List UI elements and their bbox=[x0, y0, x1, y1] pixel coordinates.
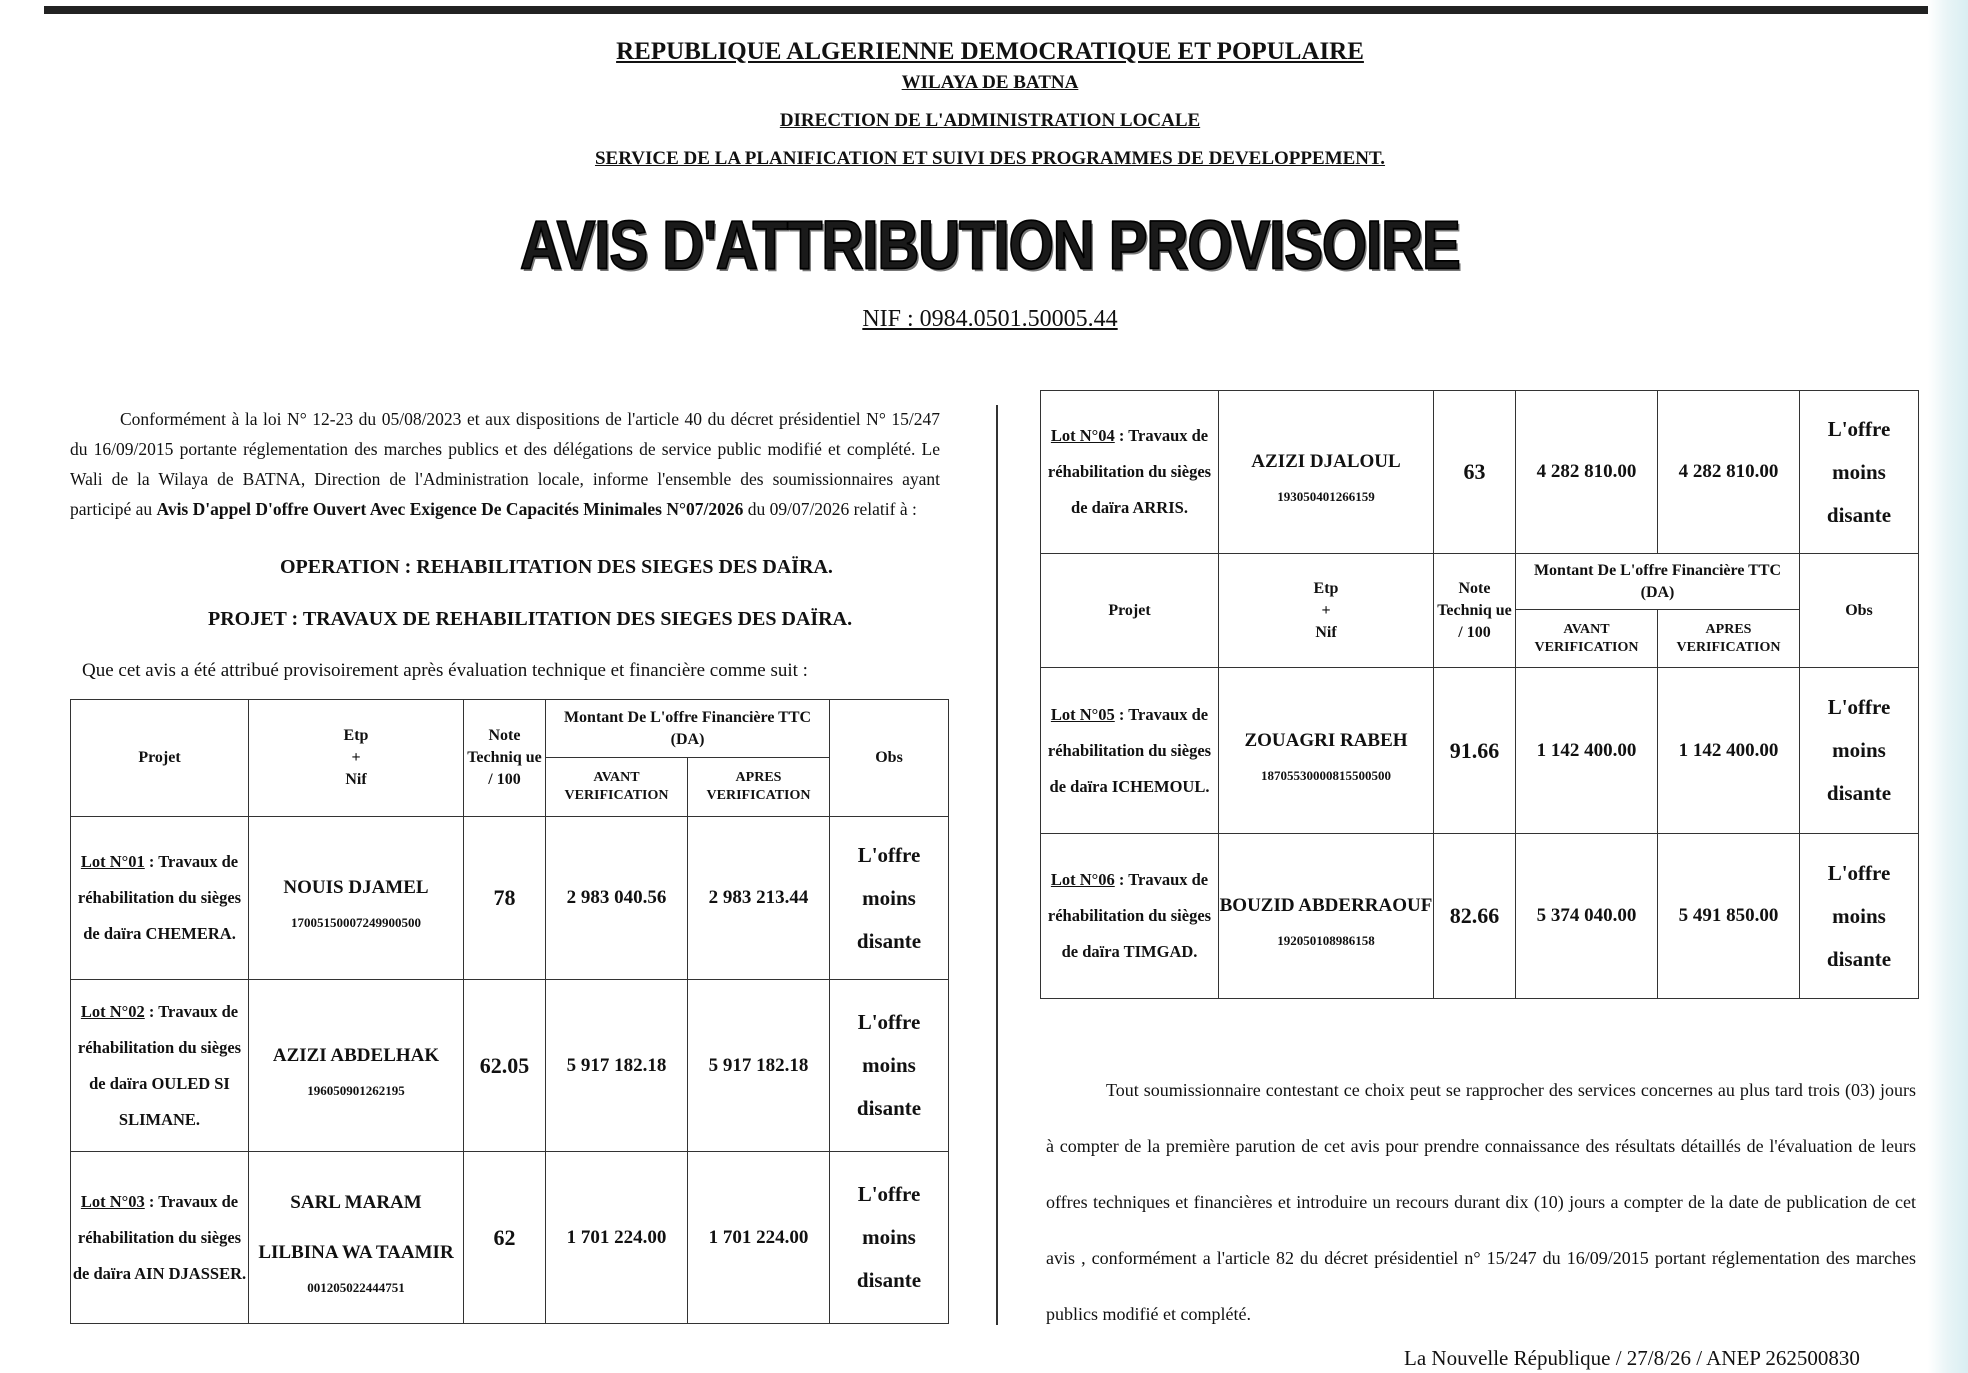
intro-text: Conformément à la loi N° 12-23 du 05/08/2023 et aux dispositions de l'article 40 du décret présidentiel N° 15/247 du 16/09/2015 portante réglementation des marches publics et des délégations de service public modifié et complété. Le Wali de la Wilaya de BATNA, Direction de l'Administration locale, informe l'ensemble des soumissionnaires ayant participé au bbox=[70, 409, 940, 519]
lot-description: : Travaux de réhabilitation du sièges de daïra AIN DJASSER. bbox=[72, 1191, 247, 1283]
entreprise-nif: 18705530000815500500 bbox=[1261, 767, 1391, 783]
operation-line: OPERATION : REHABILITATION DES SIEGES DES DAÏRA. bbox=[280, 556, 833, 578]
header-direction: DIRECTION DE L'ADMINISTRATION LOCALE bbox=[779, 110, 1201, 131]
cell-entreprise bbox=[1219, 834, 1434, 999]
lot-number: Lot N°02 bbox=[80, 1001, 145, 1021]
cell-entreprise bbox=[249, 980, 464, 1152]
cell-projet bbox=[1041, 391, 1219, 554]
lot-number: Lot N°03 bbox=[80, 1191, 145, 1211]
cell-avant: 1 142 400.00 bbox=[1516, 668, 1658, 834]
column-divider bbox=[996, 405, 998, 1325]
th-nif: Nif bbox=[345, 771, 367, 788]
header-wilaya: WILAYA DE BATNA bbox=[901, 72, 1079, 93]
cell-obs: L'offre moins disante bbox=[1800, 391, 1919, 554]
table-row bbox=[1041, 834, 1919, 999]
cell-obs: L'offre moins disante bbox=[830, 1152, 949, 1324]
cell-projet bbox=[71, 1152, 249, 1324]
results-table-left bbox=[70, 699, 949, 1324]
entreprise-nif: 001205022444751 bbox=[307, 1279, 405, 1295]
cell-entreprise bbox=[1219, 391, 1434, 554]
th-avant: AVANT VERIFICATION bbox=[546, 758, 688, 817]
projet-line: PROJET : TRAVAUX DE REHABILITATION DES SIEGES DES DAÏRA. bbox=[208, 608, 853, 630]
entreprise-nif: 17005150007249900500 bbox=[291, 915, 421, 930]
lot-description: : Travaux de réhabilitation du sièges de daïra ARRIS. bbox=[1047, 426, 1212, 517]
th-etp-nif bbox=[1219, 554, 1434, 668]
lead-sentence: Que cet avis a été attribué provisoirement après évaluation technique et financière comme suit : bbox=[82, 660, 808, 681]
th-note: Note Techniq ue / 100 bbox=[464, 700, 546, 817]
th-montant: Montant De L'offre Financière TTC (DA) bbox=[1516, 554, 1800, 610]
entreprise-nif: 192050108986158 bbox=[1277, 933, 1375, 948]
cell-avant: 2 983 040.56 bbox=[546, 817, 688, 980]
cell-obs: L'offre moins disante bbox=[830, 817, 949, 980]
header-service: SERVICE DE LA PLANIFICATION ET SUIVI DES PROGRAMMES DE DEVELOPPEMENT. bbox=[594, 148, 1386, 169]
closing-text: Tout soumissionnaire contestant ce choix peut se rapprocher des services concernes au plus tard trois (03) jours à compter de la première parution de cet avis pour prendre connaissance des résultats détaillés de l'évaluation de leurs offres techniques et financières et introduire un recours durant dix (10) jours a compter de la date de publication de cet avis , conformément a l'article 82 du décret présidentiel n° 15/247 du 16/09/2015 portant réglementation des marches publics modifié et complété. bbox=[1046, 1080, 1916, 1324]
cell-note: 91.66 bbox=[1434, 668, 1516, 834]
th-plus: + bbox=[1321, 601, 1331, 619]
publication-footer: La Nouvelle République / 27/8/26 / ANEP 262500830 bbox=[1404, 1346, 1860, 1370]
cell-entreprise bbox=[1219, 668, 1434, 834]
entreprise-name: BOUZID ABDERRAOUF bbox=[1219, 895, 1433, 916]
intro-bold: Avis D'appel D'offre Ouvert Avec Exigence De Capacités Minimales N°07/2026 bbox=[156, 499, 744, 519]
lot-number: Lot N°05 bbox=[1050, 704, 1115, 724]
table-row bbox=[71, 817, 949, 980]
cell-apres: 5 917 182.18 bbox=[688, 980, 830, 1152]
cell-obs: L'offre moins disante bbox=[1800, 668, 1919, 834]
table-row bbox=[1041, 668, 1919, 834]
cell-note: 78 bbox=[464, 817, 546, 980]
header-republic: REPUBLIQUE ALGERIENNE DEMOCRATIQUE ET POPULAIRE bbox=[616, 38, 1364, 65]
lot-description: : Travaux de réhabilitation du sièges de daïra ICHEMOUL. bbox=[1047, 704, 1212, 796]
lot-description: : Travaux de réhabilitation du sièges de daïra CHEMERA. bbox=[77, 852, 242, 943]
table-row bbox=[71, 1152, 949, 1324]
cell-note: 63 bbox=[1434, 391, 1516, 554]
cell-projet bbox=[71, 980, 249, 1152]
cell-apres: 5 491 850.00 bbox=[1658, 834, 1800, 999]
nif-line: NIF : 0984.0501.50005.44 bbox=[862, 306, 1118, 332]
lot-description: : Travaux de réhabilitation du sièges de daïra TIMGAD. bbox=[1047, 870, 1212, 961]
th-projet: Projet bbox=[71, 700, 249, 817]
intro-tail: du 09/07/2026 relatif à : bbox=[743, 499, 917, 519]
entreprise-name: AZIZI ABDELHAK bbox=[272, 1044, 440, 1066]
lot-description: : Travaux de réhabilitation du sièges de daïra OULED SI SLIMANE. bbox=[77, 1001, 242, 1129]
entreprise-name: ZOUAGRI RABEH bbox=[1244, 729, 1408, 751]
cell-note: 82.66 bbox=[1434, 834, 1516, 999]
th-nif: Nif bbox=[1315, 623, 1337, 641]
entreprise-name: AZIZI DJALOUL bbox=[1251, 451, 1401, 472]
cell-apres: 2 983 213.44 bbox=[688, 817, 830, 980]
table-row bbox=[1041, 391, 1919, 554]
cell-avant: 5 917 182.18 bbox=[546, 980, 688, 1152]
th-apres: APRES VERIFICATION bbox=[1658, 610, 1800, 668]
entreprise-nif: 196050901262195 bbox=[307, 1082, 405, 1098]
cell-entreprise bbox=[249, 817, 464, 980]
cell-obs: L'offre moins disante bbox=[1800, 834, 1919, 999]
cell-apres: 1 142 400.00 bbox=[1658, 668, 1800, 834]
cell-avant: 1 701 224.00 bbox=[546, 1152, 688, 1324]
th-projet: Projet bbox=[1041, 554, 1219, 668]
th-avant: AVANT VERIFICATION bbox=[1516, 610, 1658, 668]
th-plus: + bbox=[351, 749, 361, 766]
entreprise-name: SARL MARAM LILBINA WA TAAMIR bbox=[258, 1191, 454, 1263]
cell-note: 62 bbox=[464, 1152, 546, 1324]
lot-number: Lot N°04 bbox=[1050, 426, 1115, 445]
cell-projet bbox=[1041, 834, 1219, 999]
cell-projet bbox=[71, 817, 249, 980]
cell-apres: 4 282 810.00 bbox=[1658, 391, 1800, 554]
closing-paragraph bbox=[1046, 1062, 1916, 1342]
th-obs: Obs bbox=[830, 700, 949, 817]
cell-avant: 5 374 040.00 bbox=[1516, 834, 1658, 999]
th-etp: Etp bbox=[343, 727, 369, 744]
th-obs: Obs bbox=[1800, 554, 1919, 668]
top-border-bar bbox=[44, 6, 1929, 14]
th-montant: Montant De L'offre Financière TTC (DA) bbox=[546, 700, 830, 758]
cell-apres: 1 701 224.00 bbox=[688, 1152, 830, 1324]
cell-entreprise bbox=[249, 1152, 464, 1324]
th-etp: Etp bbox=[1313, 579, 1339, 597]
intro-paragraph bbox=[70, 404, 940, 524]
results-table-right bbox=[1040, 390, 1919, 999]
cell-obs: L'offre moins disante bbox=[830, 980, 949, 1152]
cell-projet bbox=[1041, 668, 1219, 834]
th-apres: APRES VERIFICATION bbox=[688, 758, 830, 817]
table-row bbox=[71, 980, 949, 1152]
entreprise-nif: 193050401266159 bbox=[1277, 489, 1375, 504]
th-note: Note Techniq ue / 100 bbox=[1434, 554, 1516, 668]
th-etp-nif bbox=[249, 700, 464, 817]
cell-note: 62.05 bbox=[464, 980, 546, 1152]
cell-avant: 4 282 810.00 bbox=[1516, 391, 1658, 554]
page-title: AVIS D'ATTRIBUTION PROVISOIRE bbox=[520, 207, 1460, 284]
lot-number: Lot N°01 bbox=[80, 852, 145, 871]
lot-number: Lot N°06 bbox=[1050, 870, 1115, 889]
entreprise-name: NOUIS DJAMEL bbox=[283, 877, 429, 898]
